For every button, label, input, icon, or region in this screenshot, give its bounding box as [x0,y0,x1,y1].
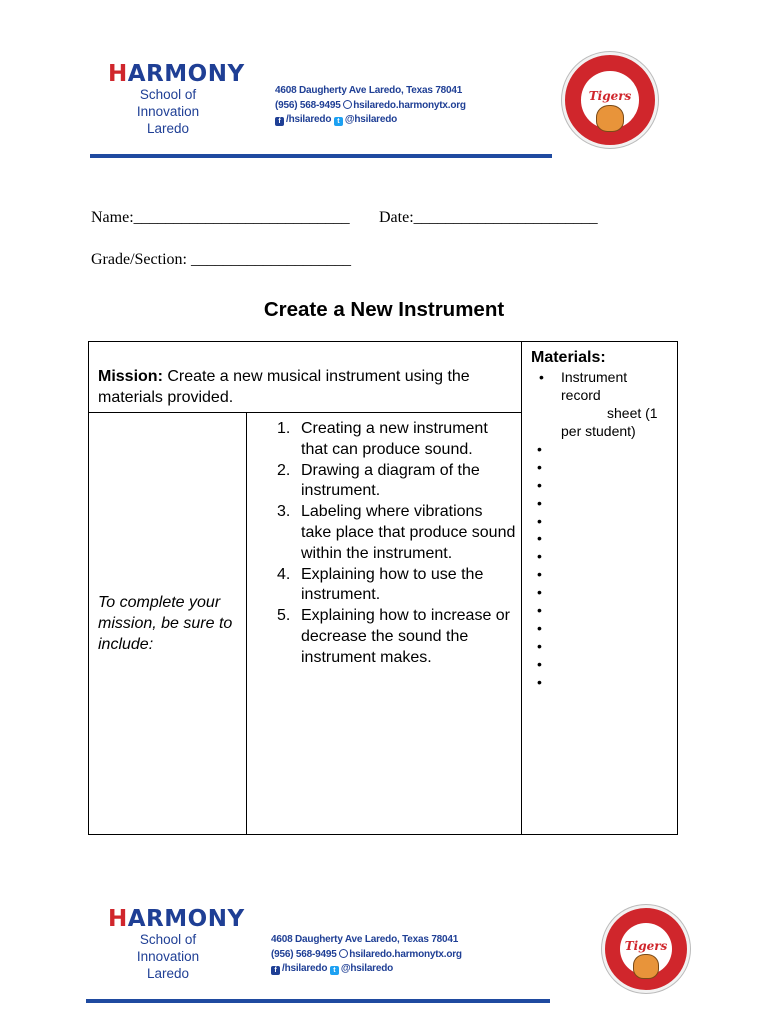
name-field[interactable]: Name:___________________________ [91,209,350,226]
facebook-link[interactable]: /hsilaredo [286,114,332,125]
mission-divider [89,412,522,413]
school-city: Laredo [146,966,190,981]
footer-rule [86,999,550,1003]
tiger-mascot-icon [596,105,625,132]
grade-section-field[interactable]: Grade/Section: ____________________ [91,251,351,268]
facebook-link[interactable]: /hsilaredo [282,963,328,974]
mission-text: Create a new musical instrument using the materials provided. [98,368,470,406]
tigers-seal-icon [602,905,690,993]
phone-text: (956) 568-9495 [275,99,341,111]
mission-label: Mission: [98,368,163,385]
header-rule [90,154,552,158]
list-item[interactable]: • [537,530,542,547]
list-item: 2. Drawing a diagram of the instrument. [277,461,480,500]
list-item[interactable]: • [537,458,542,475]
bullet-icon: • [539,369,544,385]
school-city: Laredo [146,121,190,136]
list-item[interactable]: • [537,566,542,583]
list-item[interactable]: • [537,494,542,511]
materials-divider [521,342,522,834]
facebook-icon: f [271,966,280,975]
school-name: School of Innovation [136,87,200,119]
list-item[interactable]: • [537,637,542,654]
brand-wordmark: HARMONY [108,906,245,932]
school-logo [108,906,245,982]
globe-icon [343,100,352,109]
social-line [271,962,462,977]
letterhead-top [86,48,686,163]
page-title: Create a New Instrument [263,298,505,321]
list-item[interactable]: • [537,548,542,565]
list-item: 1. Creating a new instrument that can produce sound. [277,420,488,458]
list-item[interactable]: • [537,441,542,457]
school-name: School of Innovation [136,932,200,964]
address-text: 4608 Daugherty Ave Laredo, Texas 78041 [275,85,463,96]
address-text: 4608 Daugherty Ave Laredo, Texas 78041 [271,934,459,945]
seal-tigers-text: Tigers [588,89,632,104]
list-item[interactable]: • [537,673,542,690]
twitter-link[interactable]: @hsilaredo [340,963,394,974]
list-item: 3. Labeling where vibrations take place that produce sound within the instrument. [277,503,516,562]
include-label: To complete your mission, be sure to include: [98,594,233,653]
letterhead-bottom [86,893,686,1008]
website-link[interactable]: hsilaredo.harmonytx.org [349,948,462,960]
twitter-icon: t [334,117,343,126]
school-logo [108,61,245,137]
requirements-list [277,419,517,669]
website-link[interactable]: hsilaredo.harmonytx.org [353,99,466,111]
contact-block [275,84,466,128]
list-item: 4. Explaining how to use the instrument. [277,565,484,604]
include-divider [246,412,247,834]
list-item[interactable]: • [537,619,542,636]
globe-icon [339,949,348,958]
tiger-mascot-icon [633,954,659,979]
phone-web-line [275,99,466,114]
facebook-icon: f [275,117,284,126]
instructions-table: Mission: Create a new musical instrument using the materials provided. To complete your mission, be sure to include: 1. Creating a new instrument that can produce sound. 2. Drawing a diagram of the instrument. 3. Labeling where vibrations take place that produce sound within the instrument. 4. Explaining how to use the instrument. 5. Explaining how to increase or decrease the sound the instrument makes. Materials: • Instrument record sheet (1 per student) • • • • • • • • • • • • • • [88,341,678,835]
brand-wordmark: HARMONY [108,61,245,87]
phone-web-line [271,948,462,963]
materials-heading: Materials: [531,349,606,366]
list-item: 5. Explaining how to increase or decrease the sound the instrument makes. [277,607,511,666]
date-field[interactable]: Date:_______________________ [379,209,598,226]
list-item[interactable]: • [537,602,542,619]
list-item[interactable]: • [537,512,542,529]
social-line [275,113,466,128]
materials-empty-list [537,441,542,691]
mission-cell [98,366,514,408]
phone-text: (956) 568-9495 [271,948,337,960]
twitter-link[interactable]: @hsilaredo [344,114,398,125]
list-item[interactable]: • [537,655,542,672]
seal-tigers-text: Tigers [624,939,668,954]
list-item[interactable]: • [537,584,542,601]
twitter-icon: t [330,966,339,975]
list-item[interactable]: • [537,476,542,493]
contact-block [271,933,462,977]
tigers-seal-icon [562,52,658,148]
